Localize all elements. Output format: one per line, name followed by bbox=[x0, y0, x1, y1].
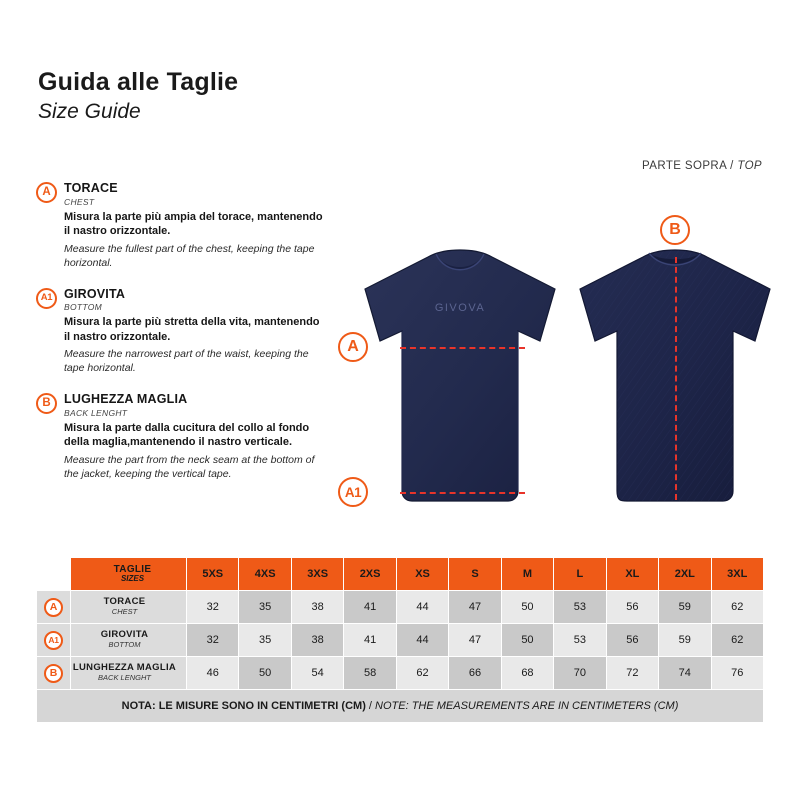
cell-back-length-xl: 72 bbox=[606, 657, 658, 690]
row-name-back-length-it: LUNGHEZZA MAGLIA bbox=[72, 662, 177, 674]
legend-desc-back-length-en: Measure the part from the neck seam at the bottom of the jacket, keeping the vertical tape. bbox=[64, 453, 315, 480]
row-name-back-length bbox=[71, 657, 187, 690]
legend-title-back-length-en: BACK LENGHT bbox=[64, 407, 128, 418]
cell-back-length-xs: 62 bbox=[396, 657, 448, 690]
chest-measure-line bbox=[400, 347, 525, 349]
row-name-bottom bbox=[71, 624, 187, 657]
cell-back-length-5xs: 46 bbox=[187, 657, 239, 690]
marker-a: A bbox=[338, 332, 368, 362]
header-size-m: M bbox=[501, 558, 553, 591]
cell-bottom-s: 47 bbox=[449, 624, 501, 657]
page-title-block bbox=[38, 68, 238, 124]
row-badge-cell-chest bbox=[37, 591, 71, 624]
marker-b: B bbox=[660, 215, 690, 245]
row-badge-b: B bbox=[44, 664, 63, 683]
row-badge-a: A bbox=[44, 598, 63, 617]
cell-back-length-2xl: 74 bbox=[659, 657, 711, 690]
legend-item-chest bbox=[36, 182, 326, 271]
cell-back-length-m: 68 bbox=[501, 657, 553, 690]
row-name-chest-it: TORACE bbox=[103, 596, 146, 608]
cell-chest-xl: 56 bbox=[606, 591, 658, 624]
header-size-3xs: 3XS bbox=[291, 558, 343, 591]
header-size-4xs: 4XS bbox=[239, 558, 291, 591]
cell-chest-5xs: 32 bbox=[187, 591, 239, 624]
cell-chest-2xs: 41 bbox=[344, 591, 396, 624]
row-name-back-length-en: BACK LENGHT bbox=[98, 673, 151, 683]
header-sizes-label bbox=[71, 558, 187, 591]
figure-shirts bbox=[330, 200, 770, 540]
table-note-en: NOTE: THE MEASUREMENTS ARE IN CENTIMETERS (CM) bbox=[375, 700, 679, 712]
size-table bbox=[36, 557, 764, 723]
cell-chest-2xl: 59 bbox=[659, 591, 711, 624]
legend-badge-a: A bbox=[36, 182, 57, 203]
header-size-3xl: 3XL bbox=[711, 558, 763, 591]
marker-a1: A1 bbox=[338, 477, 368, 507]
table-row bbox=[37, 624, 764, 657]
row-badge-cell-bottom bbox=[37, 624, 71, 657]
legend-desc-bottom-en: Measure the narrowest part of the waist, keeping the tape horizontal. bbox=[64, 348, 309, 375]
header-spacer bbox=[37, 558, 71, 591]
cell-bottom-3xs: 38 bbox=[291, 624, 343, 657]
header-size-2xl: 2XL bbox=[659, 558, 711, 591]
cell-bottom-xs: 44 bbox=[396, 624, 448, 657]
section-label-top-en: TOP bbox=[737, 160, 762, 172]
cell-chest-m: 50 bbox=[501, 591, 553, 624]
cell-bottom-3xl: 62 bbox=[711, 624, 763, 657]
table-note-sep: / bbox=[365, 700, 376, 712]
page-title: Guida alle Taglie bbox=[38, 68, 239, 96]
page-subtitle: Size Guide bbox=[38, 99, 141, 123]
legend-title-chest-en: CHEST bbox=[64, 196, 95, 207]
legend bbox=[36, 182, 326, 499]
cell-chest-l: 53 bbox=[554, 591, 606, 624]
cell-back-length-s: 66 bbox=[449, 657, 501, 690]
legend-desc-back-length-it: Misura la parte dalla cucitura del collo al fondo della maglia,mantenendo il nastro verticale. bbox=[64, 421, 310, 449]
legend-title-back-length-it: LUGHEZZA MAGLIA bbox=[64, 392, 188, 406]
header-size-xl: XL bbox=[606, 558, 658, 591]
header-sizes-label-en: SIZES bbox=[120, 574, 145, 584]
section-label-top bbox=[642, 160, 762, 172]
legend-desc-chest-en: Measure the fullest part of the chest, keeping the tape horizontal. bbox=[64, 242, 315, 269]
row-name-chest bbox=[71, 591, 187, 624]
legend-title-chest-it: TORACE bbox=[64, 181, 118, 195]
cell-chest-4xs: 35 bbox=[239, 591, 291, 624]
cell-bottom-l: 53 bbox=[554, 624, 606, 657]
legend-item-back-length bbox=[36, 393, 326, 482]
table-note-it: NOTA: LE MISURE SONO IN CENTIMETRI (CM) bbox=[121, 700, 366, 712]
cell-back-length-4xs: 50 bbox=[239, 657, 291, 690]
row-name-bottom-en: BOTTOM bbox=[108, 640, 141, 650]
row-name-bottom-it: GIROVITA bbox=[100, 629, 149, 641]
cell-bottom-2xs: 41 bbox=[344, 624, 396, 657]
table-header-row bbox=[37, 558, 764, 591]
cell-chest-3xl: 62 bbox=[711, 591, 763, 624]
cell-chest-3xs: 38 bbox=[291, 591, 343, 624]
bottom-measure-line bbox=[400, 492, 525, 494]
cell-bottom-4xs: 35 bbox=[239, 624, 291, 657]
cell-back-length-2xs: 58 bbox=[344, 657, 396, 690]
legend-desc-chest-it: Misura la parte più ampia del torace, mantenendo il nastro orizzontale. bbox=[64, 210, 323, 238]
legend-item-bottom bbox=[36, 288, 326, 377]
cell-bottom-5xs: 32 bbox=[187, 624, 239, 657]
header-size-l: L bbox=[554, 558, 606, 591]
header-size-s: S bbox=[449, 558, 501, 591]
header-size-xs: XS bbox=[396, 558, 448, 591]
table-row bbox=[37, 591, 764, 624]
legend-badge-a1: A1 bbox=[36, 288, 57, 309]
table-row bbox=[37, 657, 764, 690]
cell-back-length-3xl: 76 bbox=[711, 657, 763, 690]
legend-title-bottom-en: BOTTOM bbox=[64, 302, 103, 313]
shirt-front-illustration bbox=[350, 245, 570, 510]
size-table-wrapper bbox=[36, 557, 764, 723]
back-length-measure-line bbox=[675, 257, 677, 500]
header-size-5xs: 5XS bbox=[187, 558, 239, 591]
section-label-top-sep: / bbox=[726, 160, 738, 172]
section-label-top-it: PARTE SOPRA bbox=[642, 160, 727, 172]
svg-text:GIVOVA: GIVOVA bbox=[434, 302, 486, 314]
cell-back-length-l: 70 bbox=[554, 657, 606, 690]
cell-bottom-m: 50 bbox=[501, 624, 553, 657]
table-note-row bbox=[37, 690, 764, 723]
cell-bottom-2xl: 59 bbox=[659, 624, 711, 657]
cell-chest-s: 47 bbox=[449, 591, 501, 624]
row-name-chest-en: CHEST bbox=[111, 607, 138, 617]
cell-bottom-xl: 56 bbox=[606, 624, 658, 657]
row-badge-a1: A1 bbox=[44, 631, 63, 650]
legend-badge-b: B bbox=[36, 393, 57, 414]
legend-desc-bottom-it: Misura la parte più stretta della vita, mantenendo il nastro orizzontale. bbox=[64, 316, 320, 343]
legend-title-bottom-it: GIROVITA bbox=[64, 286, 126, 301]
table-note bbox=[37, 690, 764, 723]
header-sizes-label-it: TAGLIE bbox=[113, 564, 152, 576]
cell-back-length-3xs: 54 bbox=[291, 657, 343, 690]
row-badge-cell-back-length bbox=[37, 657, 71, 690]
cell-chest-xs: 44 bbox=[396, 591, 448, 624]
header-size-2xs: 2XS bbox=[344, 558, 396, 591]
